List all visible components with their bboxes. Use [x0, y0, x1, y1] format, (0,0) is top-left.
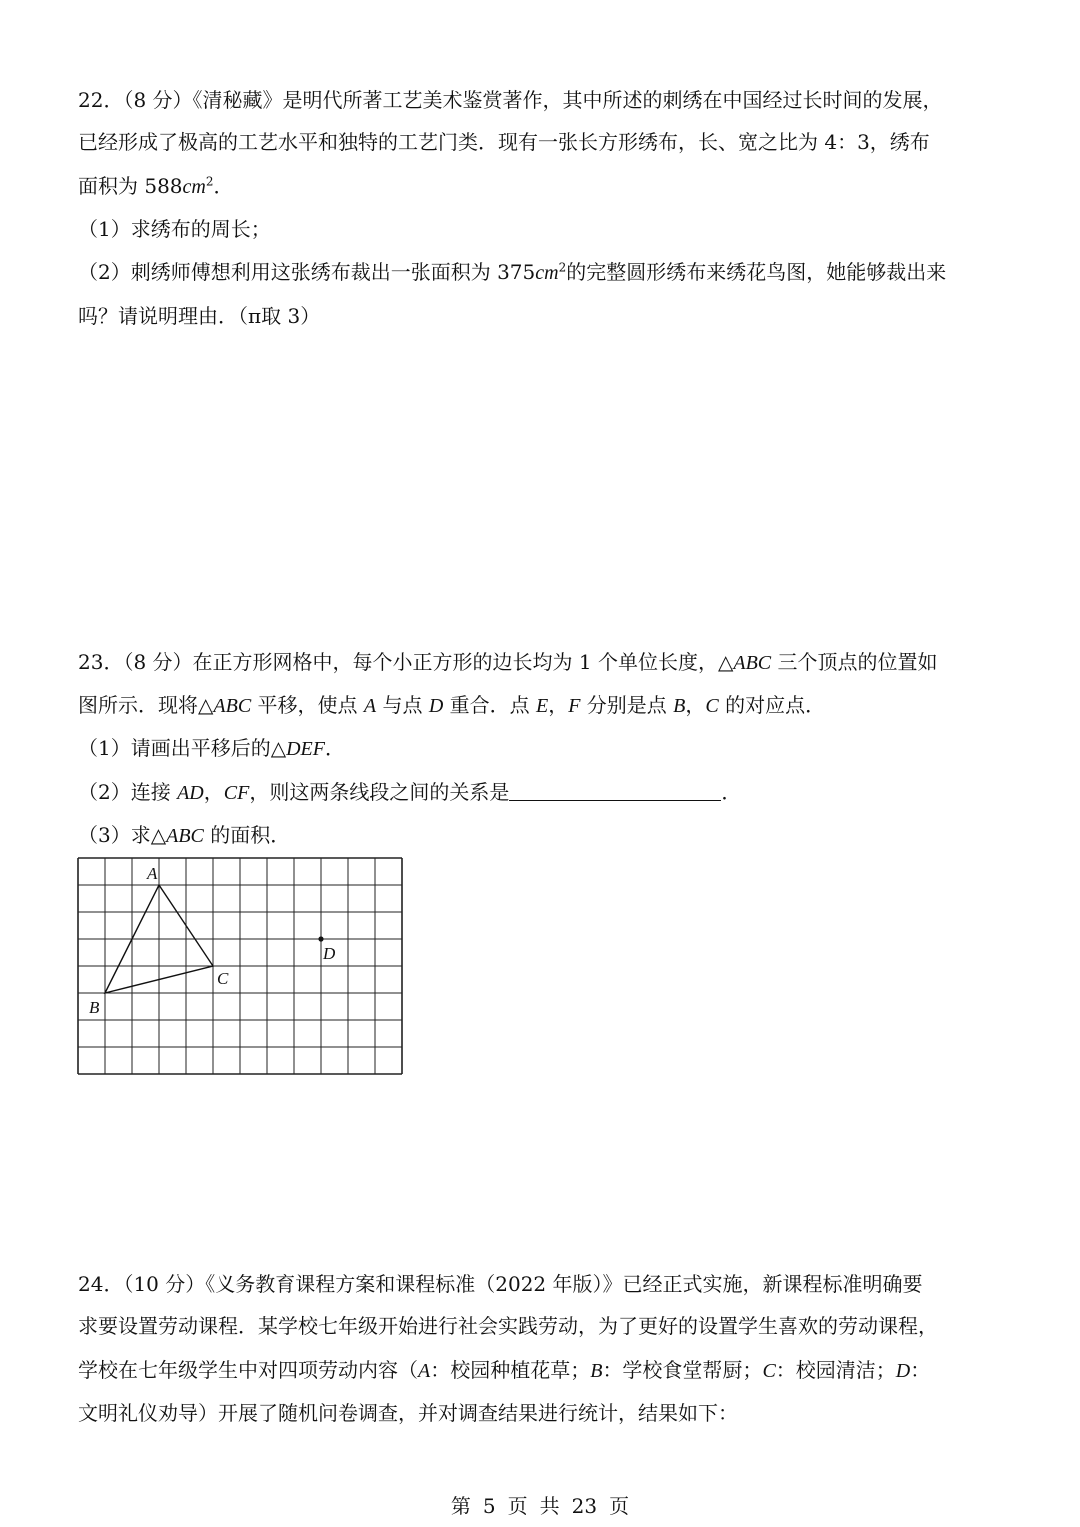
footer-text-4: 页: [609, 1494, 630, 1518]
q24-option-b: B: [590, 1360, 603, 1382]
q22-line-3: [78, 172, 234, 201]
point-label-d: D: [323, 944, 336, 963]
footer-text-3: 共: [539, 1494, 560, 1518]
q24-option-d-colon: ：: [910, 1358, 931, 1382]
point-label-c: C: [217, 969, 229, 988]
q24-option-a-text: ：校园种植花草；: [430, 1358, 591, 1382]
q22-sub-2: [78, 258, 946, 287]
q23-text-2e: 分别是点: [580, 693, 674, 717]
grid-figure: [76, 856, 410, 1084]
q24-option-c-text: ：校园清洁；: [775, 1358, 896, 1382]
q22-sub-2-text-a: （2）刺绣师傅想利用这张绣布裁出一张面积为 375: [78, 260, 536, 284]
q23-cf: CF: [223, 782, 250, 804]
grid-lines: [78, 858, 402, 1074]
q23-sub-3: [78, 821, 290, 850]
q23-ad: AD: [177, 782, 204, 804]
q23-sub-1-text: （1）请画出平移后的△: [78, 736, 287, 760]
q23-point-e: E: [536, 695, 549, 717]
q23-sub-2-end: ．: [721, 780, 742, 804]
page-footer: [0, 1492, 1080, 1520]
q22-area-text: 面积为 588: [78, 174, 183, 198]
q23-point-c: C: [705, 695, 719, 717]
q23-line-2: [78, 691, 825, 720]
q23-line-1: [78, 648, 938, 677]
q22-sub-2-line-2: 吗？请说明理由．（π取 3）: [78, 304, 321, 328]
point-d-dot: [318, 936, 323, 941]
q23-point-f: F: [568, 695, 581, 717]
q23-abc: ABC: [733, 652, 772, 674]
point-label-b: B: [89, 998, 100, 1017]
footer-page-number: 5: [482, 1494, 496, 1518]
footer-text-2: 页: [507, 1494, 528, 1518]
q23-point-d: D: [428, 695, 444, 717]
q24-option-a: A: [418, 1360, 431, 1382]
q23-text-2d: 重合．点: [443, 693, 536, 717]
answer-blank[interactable]: [509, 780, 721, 801]
q24-option-c: C: [762, 1360, 776, 1382]
q23-sub-2: [78, 778, 741, 807]
q24-line-2: 求要设置劳动课程．某学校七年级开始进行社会实践劳动，为了更好的设置学生喜欢的劳动课程，: [78, 1314, 938, 1338]
footer-total-pages: 23: [571, 1494, 598, 1518]
q22-sub-2-exp: 2: [558, 260, 567, 275]
q22-line-3-end: ．: [213, 174, 234, 198]
footer-text-1: 第: [450, 1494, 471, 1518]
q23-def: DEF: [286, 738, 325, 760]
q23-text-2f: 的对应点．: [718, 693, 826, 717]
q23-point-a: A: [363, 695, 377, 717]
q23-text-2a: 图所示．现将△: [78, 693, 214, 717]
q23-text-1b: 三个顶点的位置如: [771, 650, 938, 674]
q23-text-2c: 与点: [376, 693, 429, 717]
q23-sub-1: [78, 734, 345, 763]
q24-text-3a: 学校在七年级学生中对四项劳动内容（: [78, 1358, 418, 1382]
q24-option-b-text: ：学校食堂帮厨；: [602, 1358, 763, 1382]
q24-line-4: 文明礼仪劝导）开展了随机问卷调查，并对调查结果进行统计，结果如下：: [78, 1401, 738, 1425]
point-label-a: A: [147, 864, 158, 883]
q23-text-2b: 平移，使点: [251, 693, 364, 717]
q22-sub-1: （1）求绣布的周长；: [78, 217, 271, 241]
q23-sub-3-text-b: 的面积．: [203, 823, 291, 847]
q24-option-d: D: [895, 1360, 911, 1382]
q22-sub-2-unit: cm: [535, 262, 559, 284]
q23-comma-2: ，: [685, 693, 706, 717]
q23-abc-2: ABC: [213, 695, 252, 717]
q22-area-unit: cm: [182, 176, 206, 198]
q23-abc-3: ABC: [166, 825, 204, 847]
q23-comma-1: ，: [548, 693, 569, 717]
q22-line-2: 已经形成了极高的工艺水平和独特的工艺门类．现有一张长方形绣布，长、宽之比为 4：3，绣布: [78, 130, 930, 154]
q23-sub-2-comma: ，: [203, 780, 224, 804]
q22-line-1: 22．（8 分）《清秘藏》是明代所著工艺美术鉴赏著作，其中所述的刺绣在中国经过长时间的发展，: [78, 88, 943, 112]
q23-point-b: B: [673, 695, 686, 717]
q23-sub-3-text-a: （3）求△: [78, 823, 167, 847]
q24-line-3: [78, 1356, 930, 1385]
q23-sub-1-end: ．: [325, 736, 345, 760]
q22-area-exp: 2: [205, 174, 214, 189]
q23-sub-2-text-b: ，则这两条线段之间的关系是: [249, 780, 510, 804]
q24-line-1: 24．（10 分）《义务教育课程方案和课程标准（2022 年版）》已经正式实施，新课程标准明确要: [78, 1272, 923, 1296]
q23-text-1a: 23．（8 分）在正方形网格中，每个小正方形的边长均为 1 个单位长度，△: [78, 650, 734, 674]
q23-sub-2-text-a: （2）连接: [78, 780, 178, 804]
q22-sub-2-text-b: 的完整圆形绣布来绣花鸟图，她能够裁出来: [566, 260, 947, 284]
